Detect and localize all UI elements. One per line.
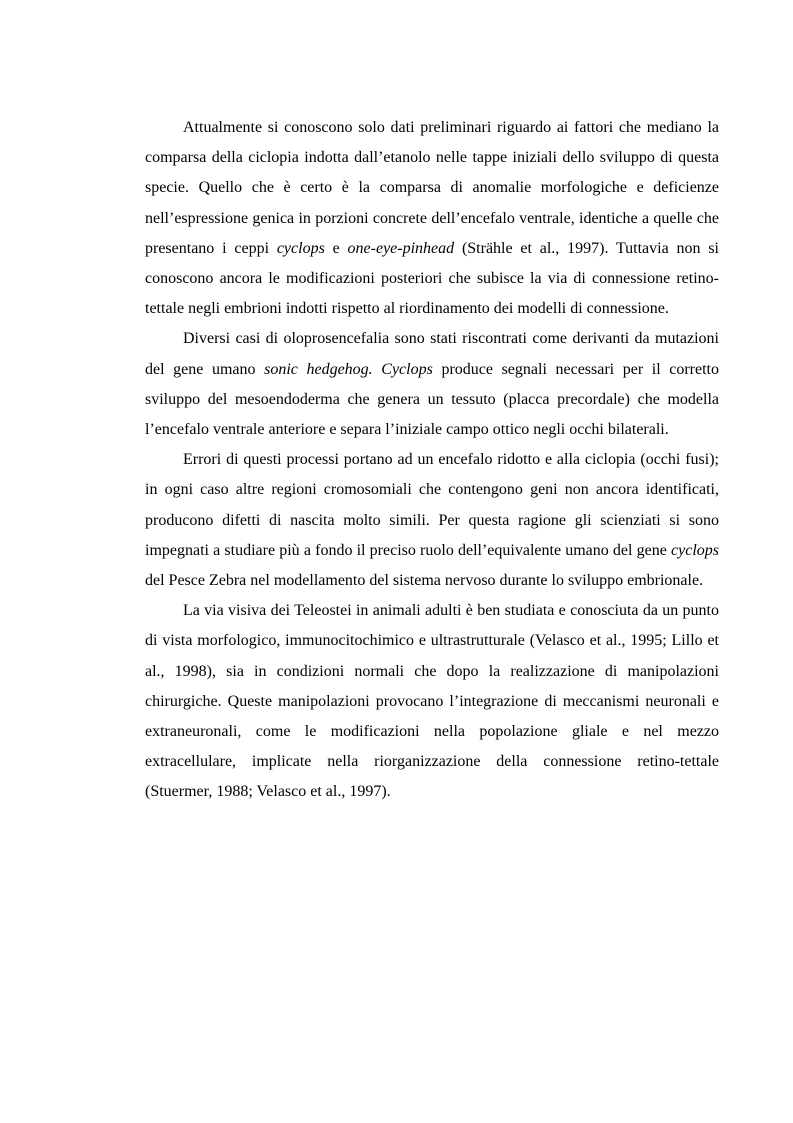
paragraph-1: [145, 113, 719, 324]
text-segment: Diversi casi di oloprosencefalia sono stati riscontrati come derivanti da mutazioni del gene umano: [145, 330, 719, 378]
text-segment: produce segnali necessari per il corretto sviluppo del mesoendoderma che genera un tessuto (placca precordale) che modella l’encefalo ventrale anteriore e separa l’iniziale campo ottico negli occhi bilaterali.: [145, 360, 720, 439]
text-segment: e: [324, 239, 348, 257]
text-segment: La via visiva dei Teleostei in animali adulti è ben studiata e conosciuta da un punto di vista morfologico, immunocitochimico e ultrastrutturale (Velasco et al., 1995; Lillo et al., 1998), sia in condizioni normali che dopo la realizzazione di manipolazioni chirurgiche. Queste manipolazioni provocano l’integrazione di meccanismi neuronali e extraneuronali, come le modificazioni nella popolazione gliale e nel mezzo extracellulare, implicate nella riorganizzazione della connessione retino-tettale (Stuermer, 1988; Velasco et al., 1997).: [145, 602, 719, 801]
text-segment: del Pesce Zebra nel modellamento del sistema nervoso durante lo sviluppo embrionale.: [145, 572, 704, 590]
italic-gene-name-cyclops: cyclops: [276, 239, 325, 257]
paragraph-2: [145, 324, 719, 445]
italic-gene-name-cyclops: cyclops: [671, 541, 719, 559]
paragraph-4: [145, 596, 719, 807]
paragraph-3: [145, 445, 719, 596]
italic-gene-name-sonic-hedgehog: sonic hedgehog. Cyclops: [264, 360, 433, 378]
text-segment: Errori di questi processi portano ad un encefalo ridotto e alla ciclopia (occhi fusi); in ogni caso altre regioni cromosomiali che contengono geni non ancora identificati, producono difetti di nascita molto simili. Per questa ragione gli scienziati si sono impegnati a studiare più a fondo il preciso ruolo dell’equivalente umano del gene: [145, 451, 719, 559]
text-segment: Attualmente si conoscono solo dati preliminari riguardo ai fattori che mediano la comparsa della ciclopia indotta dall’etanolo nelle tappe iniziali dello sviluppo di questa specie. Quello che è certo è la comparsa di anomalie morfologiche e deficienze nell’espressione genica in porzioni concrete dell’encefalo ventrale, identiche a quelle che presentano i ceppi: [145, 119, 719, 257]
text-segment: (Strähle et al., 1997). Tuttavia non si conoscono ancora le modificazioni posteriori che subisce la via di connessione retino-tettale negli embrioni indotti rispetto al riordinamento dei modelli di connessione.: [145, 239, 719, 318]
document-page: [145, 113, 719, 808]
italic-gene-name-one-eye-pinhead: one-eye-pinhead: [347, 239, 455, 257]
